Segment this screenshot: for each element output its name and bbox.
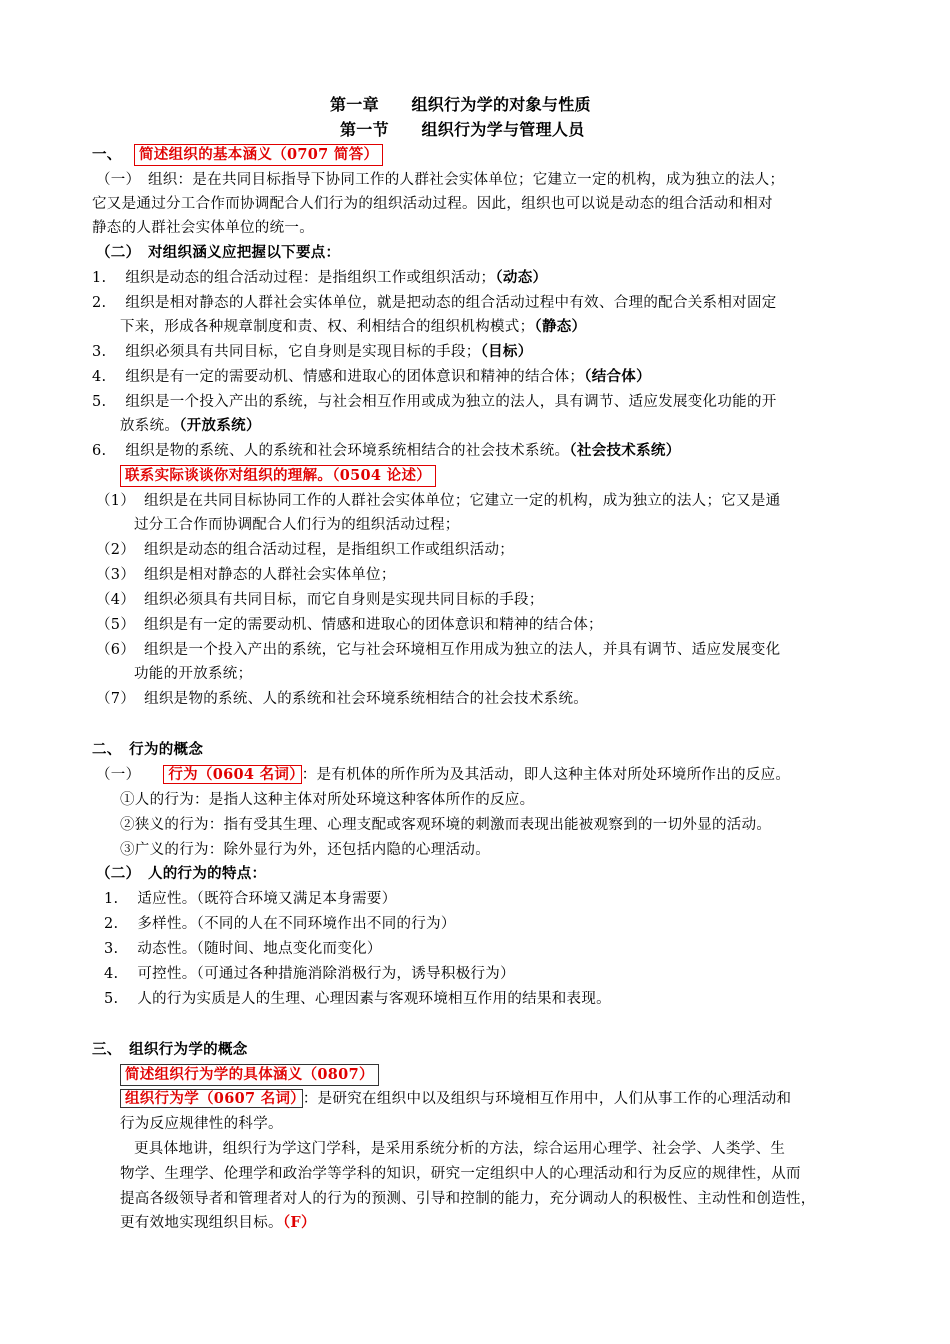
item-text: 动态性。（随时间、地点变化而变化） <box>137 941 382 957</box>
part2-subheading: （二） 人的行为的特点： <box>96 866 267 882</box>
item-tag: （动态） <box>495 269 548 286</box>
part1-boxed-question: 简述组织的基本涵义（0707 简答） <box>134 144 383 166</box>
list-item-continuation: 过分工合作而协调配合人们行为的组织活动过程； <box>134 517 460 533</box>
item-number: 6. <box>92 443 107 459</box>
item-number: 5. <box>104 991 119 1007</box>
item-number: （6） <box>96 642 136 658</box>
item-text: 适应性。（既符合环境又满足本身需要） <box>137 891 397 907</box>
part3-boxed-question: 简述组织行为学的具体涵义（0807） <box>120 1064 379 1086</box>
part1-para-line-2: 它又是通过分工合作而协调配合人们行为的组织活动过程。因此，组织也可以说是动态的组合活动和相对 <box>92 196 773 212</box>
part3-para-line-2: 物学、生理学、伦理学和政治学等学科的知识，研究一定组织中人的心理活动和行为反应的规律性，从而 <box>120 1166 801 1182</box>
list-item <box>104 964 515 984</box>
part3-definition-line-2: 行为反应规律性的科学。 <box>120 1116 283 1132</box>
item-number: （4） <box>96 592 136 608</box>
list-item <box>96 491 780 511</box>
list-item <box>104 989 611 1009</box>
part3-para-line-1: 更具体地讲，组织行为学这门学科，是采用系统分析的方法，综合运用心理学、社会学、人类学、生 <box>134 1141 786 1157</box>
list-item <box>96 565 396 585</box>
item-text: 组织必须具有共同目标，它自身则是实现目标的手段； <box>125 344 481 360</box>
list-item <box>92 367 651 387</box>
item-number: （3） <box>96 567 136 583</box>
item-number: 1. <box>92 270 107 286</box>
item-tag: （静态） <box>534 318 587 335</box>
def-prefix: （一） <box>96 767 141 783</box>
item-number: （1） <box>96 493 136 509</box>
item-text: 组织是有一定的需要动机、情感和进取心的团体意识和精神的结合体； <box>125 369 585 385</box>
item-tag: （目标） <box>480 343 533 360</box>
list-item <box>96 615 603 635</box>
item-text: 组织是物的系统、人的系统和社会环境系统相结合的社会技术系统。 <box>144 691 589 707</box>
item-text: 下来，形成各种规章制度和责、权、利相结合的组织机构模式； <box>120 319 535 335</box>
def-boxed-term: 组织行为学（0607 名词） <box>120 1089 303 1108</box>
list-item <box>96 640 780 660</box>
part3-para-line-4 <box>120 1213 316 1233</box>
part2-sub-1: ①人的行为：是指人这种主体对所处环境这种客体所作的反应。 <box>120 792 535 808</box>
item-number: 4. <box>104 966 119 982</box>
list-item-continuation <box>120 416 261 436</box>
part3-heading: 三、 组织行为学的概念 <box>92 1042 248 1058</box>
list-item-continuation: 功能的开放系统； <box>134 666 253 682</box>
item-text: 组织是相对静态的人群社会实体单位，就是把动态的组合活动过程中有效、合理的配合关系相对固定 <box>125 295 777 311</box>
list-item <box>96 540 514 560</box>
list-item <box>104 939 382 959</box>
item-text: 组织是相对静态的人群社会实体单位； <box>144 567 396 583</box>
item-number: （5） <box>96 617 136 633</box>
list-item <box>92 293 777 313</box>
item-text: 组织是动态的组合活动过程：是指组织工作或组织活动； <box>125 270 496 286</box>
list-item <box>92 342 533 362</box>
part2-definition <box>96 765 790 785</box>
item-number: 4. <box>92 369 107 385</box>
item-text: 组织是在共同目标协同工作的人群社会实体单位；它建立一定的机构，成为独立的法人；它又是通 <box>144 493 781 509</box>
item-number: 2. <box>92 295 107 311</box>
list-item <box>104 889 397 909</box>
item-text: 多样性。（不同的人在不同环境作出不同的行为） <box>137 916 456 932</box>
item-number: 5. <box>92 394 107 410</box>
part1-boxed-question-2: 联系实际谈谈你对组织的理解。（0504 论述） <box>120 465 436 487</box>
list-item <box>96 590 544 610</box>
part2-heading: 二、 行为的概念 <box>92 742 204 758</box>
list-item <box>96 689 588 709</box>
part3-para-line-3: 提高各级领导者和管理者对人的行为的预测、引导和控制的能力，充分调动人的积极性、主动性和创造性， <box>120 1191 816 1207</box>
item-text: 组织是物的系统、人的系统和社会环境系统相结合的社会技术系统。 <box>125 443 570 459</box>
item-number: （2） <box>96 542 136 558</box>
part1-para-line-1: （一） 组织：是在共同目标指导下协同工作的人群社会实体单位；它建立一定的机构，成为独立的法人； <box>96 172 785 188</box>
item-number: 1. <box>104 891 119 907</box>
end-tag: （F） <box>282 1214 316 1231</box>
item-text: 组织是一个投入产出的系统，它与社会环境相互作用成为独立的法人，并具有调节、适应发展变化 <box>144 642 781 658</box>
para-text: 更有效地实现组织目标。 <box>120 1215 283 1231</box>
def-boxed-term: 行为（0604 名词） <box>163 765 301 784</box>
chapter-title: 第一章 组织行为学的对象与性质 <box>330 95 591 114</box>
item-tag: （开放系统） <box>179 417 261 434</box>
def-text: ：是有机体的所作所为及其活动，即人这种主体对所处环境所作出的反应。 <box>301 767 791 783</box>
item-text: 放系统。 <box>120 418 180 434</box>
part3-definition <box>120 1089 791 1109</box>
part1-subheading: （二） 对组织涵义应把握以下要点： <box>96 245 341 261</box>
item-tag: （结合体） <box>584 368 651 385</box>
list-item <box>92 392 777 412</box>
item-text: 组织是动态的组合活动过程，是指组织工作或组织活动； <box>144 542 515 558</box>
item-text: 人的行为实质是人的生理、心理因素与客观环境相互作用的结果和表现。 <box>137 991 611 1007</box>
list-item <box>92 441 681 461</box>
part1-heading-number: 一、 <box>92 147 122 163</box>
item-tag: （社会技术系统） <box>569 442 681 459</box>
list-item-continuation <box>120 317 586 337</box>
part1-para-line-3: 静态的人群社会实体单位的统一。 <box>92 220 314 236</box>
item-text: 组织是一个投入产出的系统，与社会相互作用或成为独立的法人，具有调节、适应发展变化功能的开 <box>125 394 777 410</box>
item-number: 3. <box>92 344 107 360</box>
item-number: 3. <box>104 941 119 957</box>
def-text: ：是研究在组织中以及组织与环境相互作用中，人们从事工作的心理活动和 <box>302 1091 792 1107</box>
item-text: 组织是有一定的需要动机、情感和进取心的团体意识和精神的结合体； <box>144 617 603 633</box>
item-text: 组织必须具有共同目标，而它自身则是实现共同目标的手段； <box>144 592 544 608</box>
part2-sub-3: ③广义的行为：除外显行为外，还包括内隐的心理活动。 <box>120 842 490 858</box>
section-title: 第一节 组织行为学与管理人员 <box>340 120 585 139</box>
list-item <box>92 268 547 288</box>
part2-sub-2: ②狭义的行为：指有受其生理、心理支配或客观环境的刺激而表现出能被观察到的一切外显的活动。 <box>120 817 772 833</box>
item-number: 2. <box>104 916 119 932</box>
list-item <box>104 914 456 934</box>
item-number: （7） <box>96 691 136 707</box>
item-text: 可控性。（可通过各种措施消除消极行为，诱导积极行为） <box>137 966 515 982</box>
